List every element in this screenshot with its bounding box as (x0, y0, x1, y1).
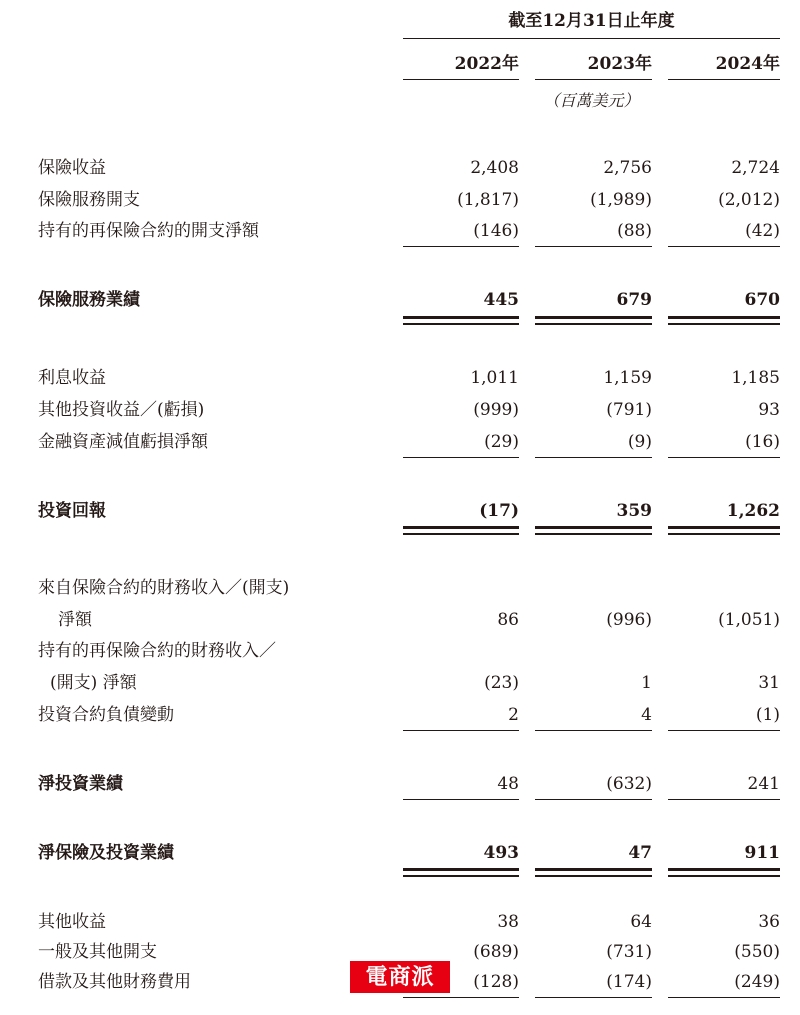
year-divider (403, 79, 519, 80)
value-2024: (550) (734, 942, 780, 962)
table-row (0, 838, 800, 868)
row-label: 其他收益 (38, 912, 106, 932)
value-2023: (731) (606, 942, 652, 962)
table-row (0, 427, 800, 457)
value-2024: 1,185 (731, 368, 780, 388)
row-label: 投資回報 (38, 501, 106, 521)
value-2022: (29) (484, 432, 519, 452)
row-label: 保險服務開支 (38, 190, 140, 210)
subtotal-rule (668, 799, 780, 800)
value-2022: 48 (497, 774, 519, 794)
row-label: 淨保險及投資業績 (38, 843, 174, 863)
row-label: 利息收益 (38, 368, 106, 388)
table-row (0, 216, 800, 246)
total-double-rule (535, 868, 652, 877)
subtotal-rule (403, 730, 519, 731)
value-2024: 1,262 (726, 501, 780, 521)
subtotal-rule (668, 730, 780, 731)
value-2022: 2,408 (470, 158, 519, 178)
row-label: 一般及其他開支 (38, 942, 157, 962)
table-row (0, 636, 800, 666)
value-2022: 86 (497, 610, 519, 630)
value-2024: 670 (744, 290, 780, 310)
value-2023: 47 (628, 843, 652, 863)
row-label: 保險收益 (38, 158, 106, 178)
value-2022: (23) (484, 673, 519, 693)
value-2023: 1,159 (603, 368, 652, 388)
value-2024: (42) (745, 221, 780, 241)
period-header: 截至12月31日止年度 (508, 11, 675, 31)
table-row (0, 395, 800, 425)
value-2023: 2,756 (603, 158, 652, 178)
row-label: 其他投資收益／(虧損) (38, 400, 205, 420)
row-label: 借款及其他財務費用 (38, 972, 191, 992)
subtotal-rule (535, 997, 652, 998)
subtotal-rule (668, 997, 780, 998)
subtotal-rule (403, 799, 519, 800)
table-row (0, 700, 800, 730)
year-2023-header: 2023年 (587, 54, 652, 74)
subtotal-rule (535, 799, 652, 800)
value-2022: 493 (483, 843, 519, 863)
value-2024: 911 (744, 843, 780, 863)
subtotal-rule (668, 457, 780, 458)
value-2022: (999) (473, 400, 519, 420)
table-row (0, 496, 800, 526)
watermark-logo: 電商派 (350, 961, 450, 993)
value-2023: 679 (616, 290, 652, 310)
value-2022: 1,011 (470, 368, 519, 388)
subtotal-rule (535, 457, 652, 458)
table-row (0, 573, 800, 603)
value-2023: (88) (617, 221, 652, 241)
value-2024: (16) (745, 432, 780, 452)
table-row (0, 363, 800, 393)
value-2023: (9) (627, 432, 652, 452)
value-2024: (2,012) (718, 190, 780, 210)
subtotal-rule (403, 246, 519, 247)
total-double-rule (668, 316, 780, 325)
total-double-rule (403, 868, 519, 877)
table-row (0, 668, 800, 698)
value-2023: (632) (606, 774, 652, 794)
value-2024: 2,724 (731, 158, 780, 178)
value-2023: (996) (606, 610, 652, 630)
row-label: 淨額 (58, 610, 92, 630)
subtotal-rule (535, 730, 652, 731)
value-2024: (1,051) (718, 610, 780, 630)
table-row (0, 769, 800, 799)
subtotal-rule (403, 997, 519, 998)
value-2023: (174) (606, 972, 652, 992)
row-label: 持有的再保險合約的財務收入／ (38, 641, 276, 661)
row-label: 持有的再保險合約的開支淨額 (38, 221, 259, 241)
value-2023: (1,989) (590, 190, 652, 210)
year-divider (668, 79, 780, 80)
unit-label: （百萬美元） (543, 91, 640, 110)
table-row (0, 153, 800, 183)
value-2022: 445 (483, 290, 519, 310)
value-2022: 2 (508, 705, 519, 725)
row-label: 淨投資業績 (38, 774, 123, 794)
value-2023: 359 (616, 501, 652, 521)
year-2024-header: 2024年 (715, 54, 780, 74)
year-divider (535, 79, 652, 80)
total-double-rule (403, 316, 519, 325)
value-2023: 1 (641, 673, 652, 693)
value-2024: 36 (758, 912, 780, 932)
row-label: 保險服務業績 (38, 290, 140, 310)
row-label: 金融資產減值虧損淨額 (38, 432, 208, 452)
table-row (0, 185, 800, 215)
total-double-rule (535, 526, 652, 535)
value-2022: (146) (473, 221, 519, 241)
total-double-rule (668, 868, 780, 877)
table-row (0, 285, 800, 315)
year-2022-header: 2022年 (454, 54, 519, 74)
total-double-rule (535, 316, 652, 325)
table-row (0, 907, 800, 937)
value-2024: (249) (734, 972, 780, 992)
row-label: 投資合約負債變動 (38, 705, 174, 725)
row-label: 來自保險合約的財務收入／(開支) (38, 578, 290, 598)
value-2022: 38 (497, 912, 519, 932)
value-2022: (128) (473, 972, 519, 992)
value-2023: (791) (606, 400, 652, 420)
value-2024: 31 (758, 673, 780, 693)
subtotal-rule (403, 457, 519, 458)
value-2024: 93 (758, 400, 780, 420)
subtotal-rule (535, 246, 652, 247)
value-2024: (1) (755, 705, 780, 725)
subtotal-rule (668, 246, 780, 247)
value-2023: 4 (641, 705, 652, 725)
total-double-rule (403, 526, 519, 535)
header-divider (403, 38, 780, 39)
value-2022: (17) (479, 501, 519, 521)
total-double-rule (668, 526, 780, 535)
value-2022: (1,817) (457, 190, 519, 210)
row-label: (開支) 淨額 (50, 673, 137, 693)
value-2023: 64 (630, 912, 652, 932)
table-row (0, 605, 800, 635)
value-2022: (689) (473, 942, 519, 962)
value-2024: 241 (747, 774, 780, 794)
